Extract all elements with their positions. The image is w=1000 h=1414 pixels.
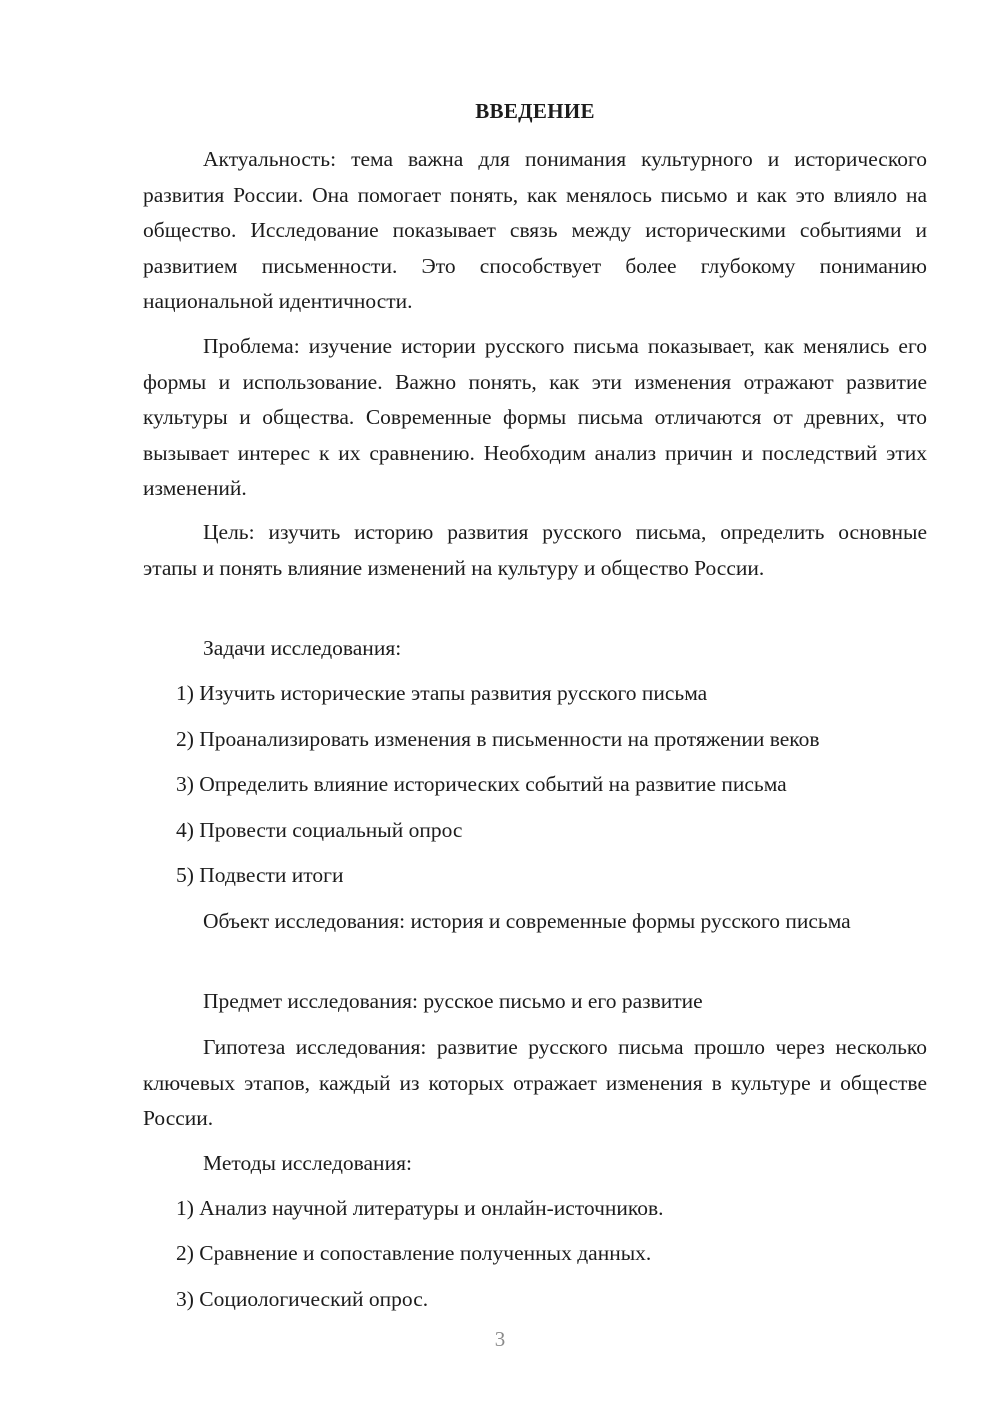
hypothesis-paragraph: Гипотеза исследования: развитие русского письма прошло через несколько ключевых этапов, каждый из которых отражает изменения в культуре и обществе России. [143, 1035, 927, 1130]
methods-label: Методы исследования: [203, 1151, 412, 1175]
problem-paragraph: Проблема: изучение истории русского письма показывает, как менялись его формы и использование. Важно понять, как эти изменения отражают развитие культуры и общества. Современные формы письма отличаются от древних, что вызывает интерес к их сравнению. Необходим анализ причин и последствий этих изменений. [143, 334, 927, 500]
task-item: 3) Определить влияние исторических событий на развитие письма [176, 772, 787, 796]
method-item: 2) Сравнение и сопоставление полученных данных. [176, 1241, 652, 1265]
page-number: 3 [494, 1327, 506, 1351]
method-item: 3) Социологический опрос. [176, 1287, 429, 1311]
page-heading: ВВЕДЕНИЕ [475, 99, 595, 123]
task-item: 2) Проанализировать изменения в письменности на протяжении веков [176, 727, 820, 751]
task-item: 1) Изучить исторические этапы развития русского письма [176, 681, 708, 705]
goal-paragraph: Цель: изучить историю развития русского письма, определить основные этапы и понять влияние изменений на культуру и общество России. [143, 520, 927, 580]
task-item: 4) Провести социальный опрос [176, 818, 463, 842]
method-item: 1) Анализ научной литературы и онлайн-источников. [176, 1196, 664, 1220]
object-paragraph: Объект исследования: история и современные формы русского письма [203, 909, 851, 933]
relevance-paragraph: Актуальность: тема важна для понимания культурного и исторического развития России. Она помогает понять, как менялось письмо и как это влияло на общество. Исследование показывает связь между историческими событиями и развитием письменности. Это способствует более глубокому пониманию национальной идентичности. [143, 147, 927, 313]
tasks-label: Задачи исследования: [203, 636, 402, 660]
task-item: 5) Подвести итоги [176, 863, 344, 887]
subject-line: Предмет исследования: русское письмо и его развитие [203, 989, 703, 1013]
